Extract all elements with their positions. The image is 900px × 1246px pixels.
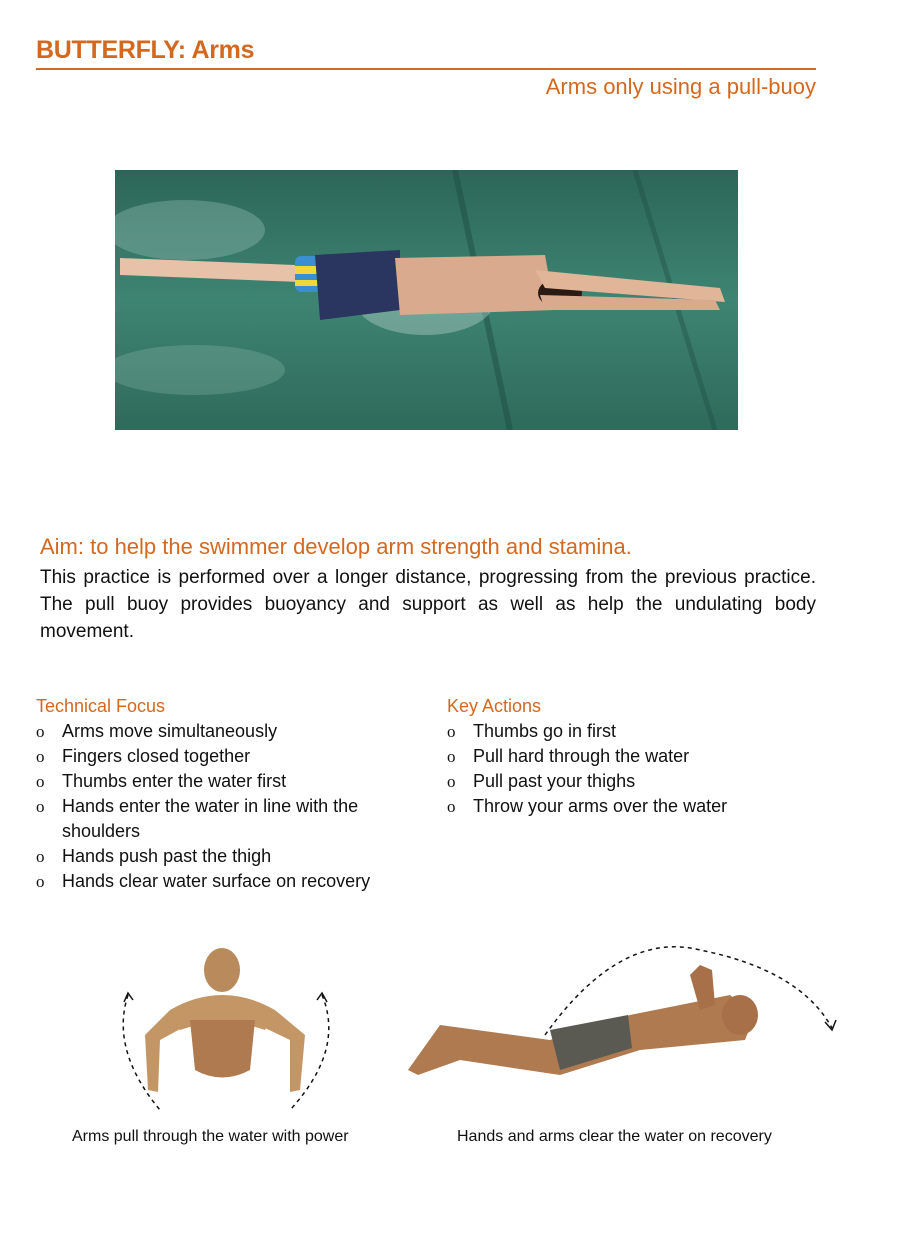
list-item: o Thumbs enter the water first xyxy=(36,769,406,794)
page-subtitle: Arms only using a pull-buoy xyxy=(545,74,816,99)
key-actions-list xyxy=(447,719,827,819)
bullet-icon: o xyxy=(36,722,45,741)
title-divider xyxy=(36,68,816,70)
list-item: o Hands enter the water in line with the shoulders xyxy=(36,796,359,841)
bullet-icon: o xyxy=(447,747,456,766)
list-item: o Pull hard through the water xyxy=(447,744,827,769)
technical-focus-heading: Technical Focus xyxy=(36,696,166,716)
list-item: o Throw your arms over the water xyxy=(447,794,827,819)
figure-arm-pull xyxy=(100,940,360,1120)
bullet-icon: o xyxy=(36,847,45,866)
list-item: o Pull past your thighs xyxy=(447,769,827,794)
bullet-icon: o xyxy=(36,797,45,816)
list-item: o Hands clear water surface on recovery xyxy=(36,869,406,894)
bullet-icon: o xyxy=(447,722,456,741)
bullet-icon: o xyxy=(447,772,456,791)
list-item: o Thumbs go in first xyxy=(447,719,827,744)
aim-heading: Aim: to help the swimmer develop arm strength and stamina. xyxy=(40,534,632,559)
list-item: o Fingers closed together xyxy=(36,744,406,769)
list-item: o Arms move simultaneously xyxy=(36,719,406,744)
technical-focus-list xyxy=(36,719,406,894)
key-actions-section xyxy=(447,696,827,819)
swimmer-photo xyxy=(115,170,738,430)
bullet-icon: o xyxy=(447,797,456,816)
key-actions-heading: Key Actions xyxy=(447,696,542,716)
figure-caption-recovery: Hands and arms clear the water on recovery xyxy=(457,1128,772,1145)
bullet-icon: o xyxy=(36,872,45,891)
page-title: BUTTERFLY: Arms xyxy=(36,36,255,64)
bullet-icon: o xyxy=(36,772,45,791)
aim-description: This practice is performed over a longer distance, progressing from the previous practice. The pull buoy provides buoyancy and support as well as help the undulating body movement. xyxy=(40,567,816,642)
list-item: o Hands push past the thigh xyxy=(36,844,406,869)
figure-arm-recovery xyxy=(400,940,850,1120)
bullet-icon: o xyxy=(36,747,45,766)
figure-caption-pull: Arms pull through the water with power xyxy=(72,1128,349,1145)
technical-focus-section xyxy=(36,696,406,894)
